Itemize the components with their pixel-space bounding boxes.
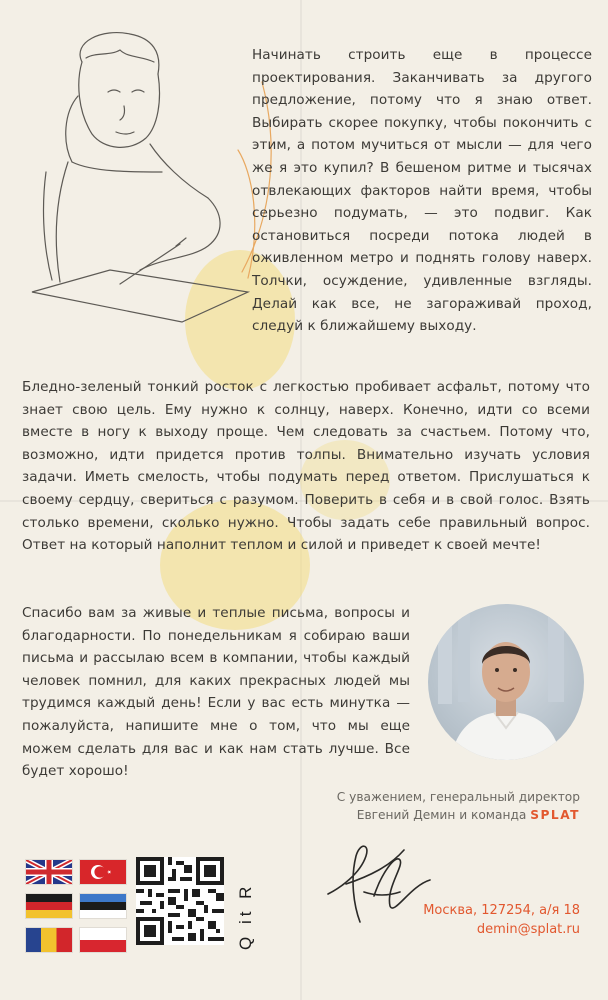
brand-name: SPLAT bbox=[530, 808, 580, 822]
paragraph-intro: Начинать строить еще в процессе проектирования. Заканчивать за другого предложение, потому что я знаю ответ. Выбирать скорее покупку, чтобы покончить с этим, а потом мучиться от мысли — для чего же я это купил? В бешеном ритме и тысячах отвлекающих факторов найти время, чтобы серьезно подумать, — это подвиг. Как остановиться посреди потока людей в оживленном метро и поднять голову наверх. Толчки, осуждение, удивленные взгляды. Делай как все, не загораживай проход, следуй к ближайшему выходу. bbox=[252, 47, 592, 335]
germany-flag[interactable] bbox=[26, 894, 72, 918]
romania-flag[interactable] bbox=[26, 928, 72, 952]
paragraph-sprout: Бледно-зеленый тонкий росток с легкостью пробивает асфальт, потому что знает свою цель. Ему нужно к солнцу, наверх. Конечно, идти со всеми вместе в ногу к выходу проще. Чем следовать за счастьем. Потому что, возможно, идти придется против толпы. Внимательно изучать условия задачи. Иметь смелость, чтобы подумать перед ответом. Прислушаться к своему сердцу, свериться с разумом. Поверить в себя и в свой голос. Взять столько времени, сколько нужно. Чтобы задать себе правильный вопрос. Ответ на который наполнит теплом и силой и приведет к своей мечте! bbox=[22, 379, 590, 554]
estonia-flag[interactable] bbox=[80, 894, 126, 918]
uk-flag[interactable] bbox=[26, 860, 72, 884]
turkey-flag[interactable] bbox=[80, 860, 126, 884]
postal-address: Москва, 127254, а/я 18 bbox=[423, 903, 580, 918]
signatory-text: Евгений Демин и команда bbox=[356, 808, 527, 822]
svg-text:Q it R: Q it R bbox=[236, 882, 255, 950]
qr-label bbox=[236, 856, 256, 952]
email-link[interactable]: demin@splat.ru bbox=[476, 922, 580, 937]
regards-line: С уважением, генеральный директор bbox=[336, 790, 580, 804]
paragraph-thanks: Спасибо вам за живые и теплые письма, вопросы и благодарности. По понедельникам я собираю ваши письма и рассылаю всем в компании, чтобы каждый человек помнил, для каких прекрасных людей мы трудимся каждый день! Если у вас есть минутка — пожалуйста, напишите мне о том, что мы еще можем сделать для вас и как нам стать лучше. Все будет хорошо! bbox=[22, 605, 410, 780]
ceo-photo bbox=[428, 604, 584, 760]
poland-flag[interactable] bbox=[80, 928, 126, 952]
boy-sketch-illustration bbox=[12, 22, 282, 332]
qr-code[interactable] bbox=[136, 857, 224, 945]
handwritten-signature bbox=[320, 836, 440, 928]
signatory-line bbox=[357, 808, 580, 822]
